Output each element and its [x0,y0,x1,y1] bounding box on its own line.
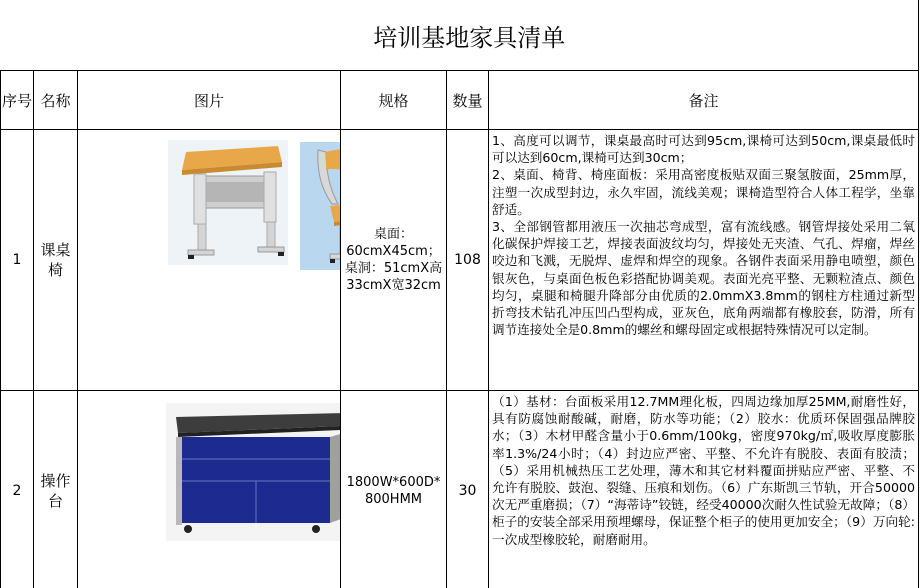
header-name: 名称 [34,71,78,130]
desk-image [168,140,288,265]
row-picture [78,130,341,391]
row-number: 1 [1,130,34,391]
row-note [489,130,919,391]
table-row [1,391,919,588]
row-qty: 108 [447,130,489,391]
row-note [489,391,919,588]
row-picture [78,391,341,588]
note-text: 1、高度可以调节，课桌最高时可达到95cm,课椅可达到50cm,课桌最低时可以达到60cm,课椅可达到30cm； 2、桌面、椅背、椅座面板：采用高密度板贴双面三聚氢胺面，25mm厚，注塑一次成型封边，永久牢固，流线美观；课椅造型符合人体工程学，坐靠舒适。 3、全部钢管都用液压一次抽芯弯成型，富有流线感。钢管焊接处采用二氧化碳保护焊接工艺，焊接表面波纹均匀，焊接处无夹渣、气孔、焊瘤，焊丝咬边和飞溅，无脱焊、虚焊和焊空的现象。各钢件表面采用静电喷塑，颜色银灰色，与桌面色板色彩搭配协调美观。表面光亮平整、无颗粒渣点、颜色均匀，桌腿和椅腿升降部分由优质的2.0mmX3.8mm的钢柱方柱通过新型折弯技术钻孔冲压凹凸型构成，亚灰色，底角两端都有橡胶套，防滑，所有调节连接处全是0.8mm的螺丝和螺母固定或根据特殊情况可以定制。 [492,133,915,338]
header-picture: 图片 [78,71,341,130]
row-number: 2 [1,391,34,588]
row-spec: 桌面：60cmX45cm；桌洞：51cmX高33cmX宽32cm [341,130,447,391]
row-name: 课桌椅 [34,130,78,391]
note-text: （1）基材：台面板采用12.7MM理化板，四周边缘加厚25MM,耐磨性好，具有防腐蚀耐酸碱，耐磨，防水等功能；（2）胶水：优质环保固强品牌胶水；（3）木材甲醛含量小于0.6mm/100kg，密度970kg/㎡,吸收厚度膨胀率1.3%/24小时；（4）封边应严密、平整、不允许有脱胶、表面有胶渍；（5）采用机械热压工艺处理，薄木和其它材料覆面拼贴应严密、平整、不允许有脱胶、鼓泡、裂缝、压痕和划伤。（6）广东斯凯三节轨，开合50000次无严重磨损；（7）“海蒂诗”铰链，经受40000次耐久性试验无故障；（8）柜子的安装全部采用预埋螺母，保证整个柜子的使用更加安全；（9）万向轮:一次成型橡胶轮，耐磨耐用。 [492,394,915,547]
header-no: 序号 [1,71,34,130]
header-row [1,71,919,130]
workbench-image [166,403,341,541]
table-row [1,130,919,391]
header-note: 备注 [489,71,919,130]
header-qty: 数量 [447,71,489,130]
header-spec: 规格 [341,71,447,130]
sheet-title: 培训基地家具清单 [1,0,919,71]
row-qty: 30 [447,391,489,588]
row-spec: 1800W*600D*800HMM [341,391,447,588]
chair-image [300,142,341,270]
row-name: 操作台 [34,391,78,588]
